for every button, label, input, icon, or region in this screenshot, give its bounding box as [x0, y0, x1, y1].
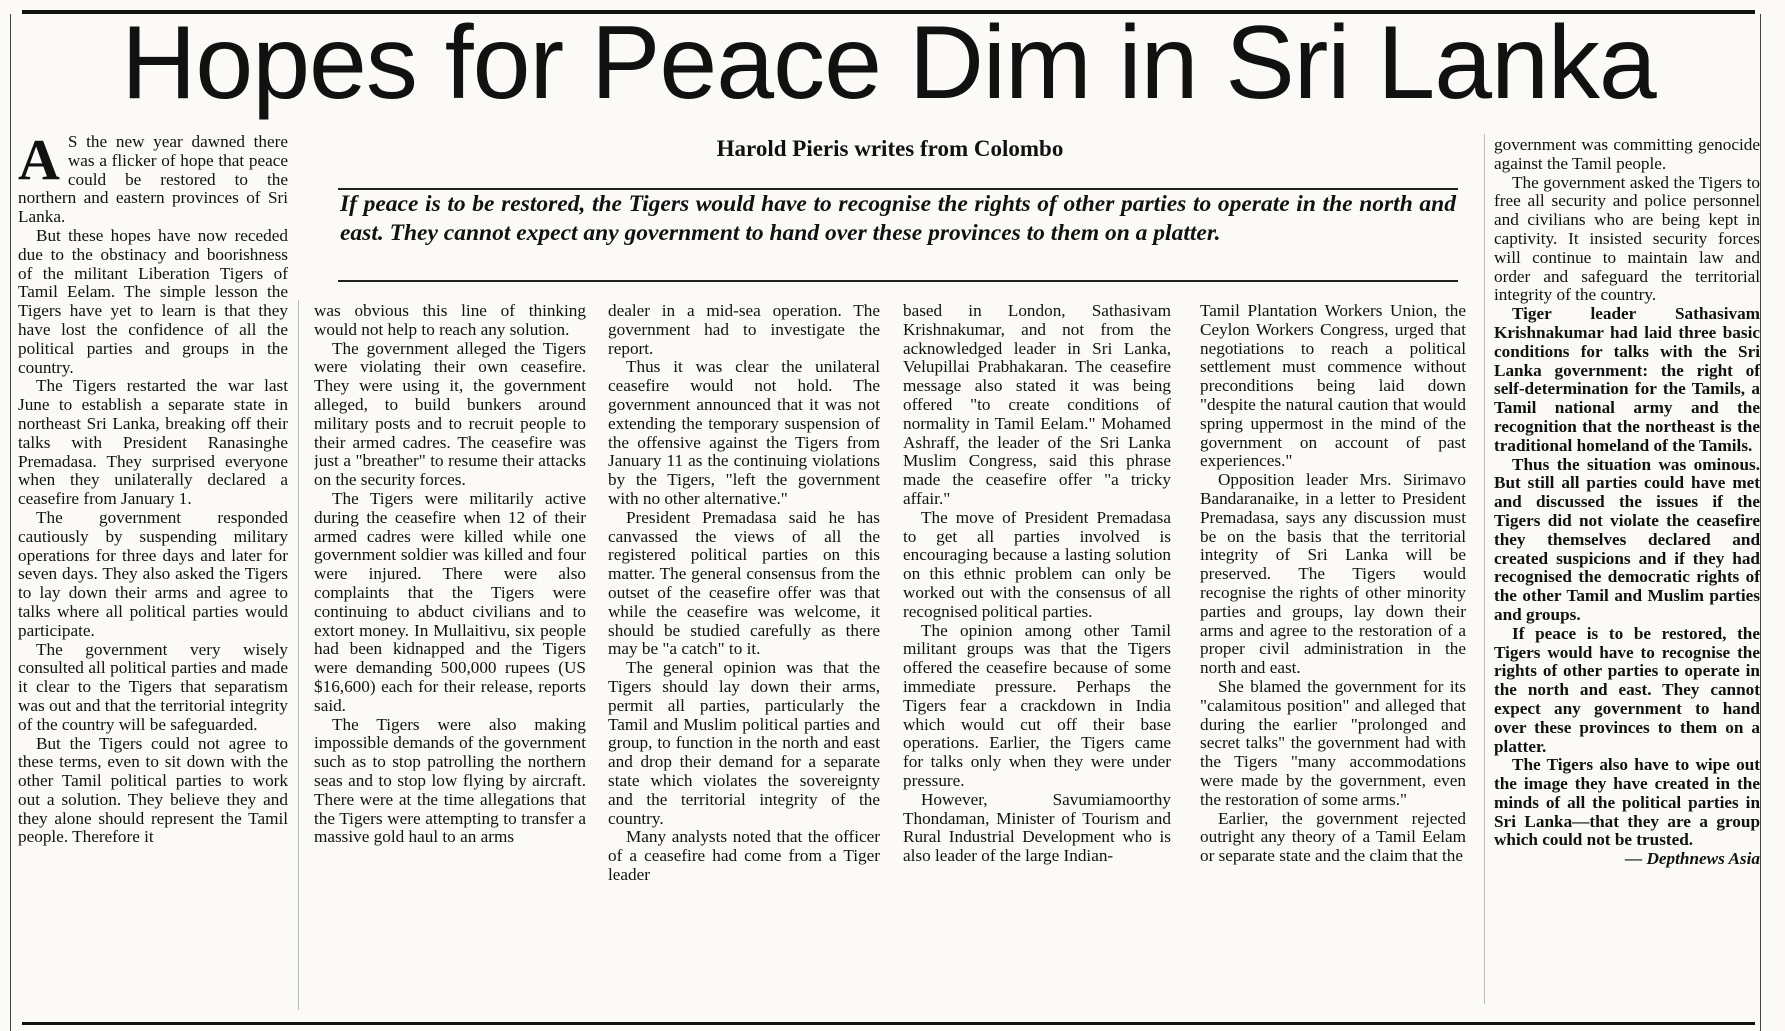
paragraph: dealer in a mid-sea operation. The government had to investigate the report. [608, 302, 880, 358]
bottom-rule [22, 1022, 1755, 1025]
paragraph: Opposition leader Mrs. Sirimavo Bandaranaike, in a letter to President Premadasa, says any discussion must be on the basis that the territorial integrity of Sri Lanka will be preserved. The Tigers would recognise the rights of other minority parties and groups, lay down their arms and agree to the restoration of a proper civil administration in the north and east. [1200, 470, 1466, 678]
column-divider [298, 300, 299, 1010]
paragraph: The government very wisely consulted all political parties and made it clear to the Tigers that separatism was out and that the territorial integrity of the country will be safeguarded. [18, 639, 288, 734]
article-column-5 [1200, 302, 1466, 1004]
article-column-2 [314, 302, 586, 1004]
paragraph: The Tigers also have to wipe out the image they have created in the minds of all the political parties in Sri Lanka—that they are a group which could not be trusted. [1494, 755, 1760, 850]
headline: Hopes for Peace Dim in Sri Lanka [121, 5, 1656, 121]
paragraph: However, Savumiamoorthy Thondaman, Minister of Tourism and Rural Industrial Development who is also leader of the large Indian- [903, 789, 1171, 866]
paragraph: S the new year dawned there was a flicker of hope that peace could be restored to the northern and eastern provinces of Sri Lanka. [18, 133, 288, 227]
paragraph: Many analysts noted that the officer of a ceasefire had come from a Tiger leader [608, 827, 880, 884]
paragraph: The Tigers restarted the war last June to establish a separate state in northeast Sri Lanka, breaking off their talks with President Ranasinghe Premadasa. They surprised everyone when they unilaterally declared a ceasefire from January 1. [18, 376, 288, 509]
paragraph: The Tigers were militarily active during the ceasefire when 12 of their armed cadres were killed while one government soldier was killed and four were injured. There were also complaints that the Tigers were continuing to abduct civilians and to extort money. In Mullaitivu, six people had been kidnapped and the Tigers were demanding 500,000 rupees (US $16,600) each for their release, reports said. [314, 488, 586, 715]
paragraph: If peace is to be restored, the Tigers would have to recognise the rights of other parties to operate in the north and east. They cannot expect any government to hand over these provinces to them on a platter. [1494, 623, 1760, 756]
paragraph: government was committing genocide against the Tamil people. [1494, 136, 1760, 173]
pullquote: If peace is to be restored, the Tigers would have to recognise the rights of other parties to operate in the north and east. They cannot expect any government to hand over these provinces to them on a platter. [340, 191, 1456, 246]
paragraph: President Premadasa said he has canvassed the views of all the registered political parties on this matter. The general consensus from the outset of the ceasefire offer was that while the ceasefire was welcome, it should be studied carefully as there may be "a catch" to it. [608, 507, 880, 659]
source-credit: — Depthnews Asia [1625, 849, 1760, 869]
paragraph: The government asked the Tigers to free all security and police personnel and civilians who are being kept in captivity. It insisted security forces will continue to maintain law and order and safeguard the territorial integrity of the country. [1494, 172, 1760, 305]
paragraph: Tiger leader Sathasivam Krishnakumar had laid three basic conditions for talks with the Sri Lanka government: the right of self-determination for the Tamils, a Tamil national army and the recognition that the northeast is the traditional homeland of the Tamils. [1494, 304, 1760, 455]
paragraph: The government responded cautiously by suspending military operations for three days and later for seven days. They also asked the Tigers to lay down their arms and agree to talks where all political parties would participate. [18, 507, 288, 640]
paragraph: The Tigers were also making impossible demands of the government such as to stop patrolling the northern seas and to stop low flying by aircraft. There were at the time allegations that the Tigers were attempting to transfer a massive gold haul to an arms [314, 714, 586, 847]
pullquote-rule-bottom [338, 280, 1458, 282]
article-column-3 [608, 302, 880, 1004]
article-column-4 [903, 302, 1171, 1004]
byline: Harold Pieris writes from Colombo [716, 136, 1064, 161]
paragraph: But these hopes have now receded due to the obstinacy and boorishness of the militant Liberation Tigers of Tamil Eelam. The simple lesson the Tigers have yet to learn is that they have lost the confidence of all the political parties and groups in the country. [18, 225, 288, 377]
paragraph: The move of President Premadasa to get all parties involved is encouraging because a lasting solution on this ethnic problem can only be worked out with the consensus of all recognised political parties. [903, 507, 1171, 621]
paragraph: The general opinion was that the Tigers should lay down their arms, permit all parties, particularly the Tamil and Muslim political parties and group, to function in the north and east and drop their demand for a separate state which violates the sovereignty and the territorial integrity of the country. [608, 658, 880, 828]
drop-cap: A [18, 133, 60, 192]
paragraph: based in London, Sathasivam Krishnakumar, and not from the acknowledged leader in Sri Lanka, Velupillai Prabhakaran. The ceasefire message also stated it was being offered "to create conditions of normality in Tamil Eelam." Mohamed Ashraff, the leader of the Sri Lanka Muslim Congress, said this phrase made the ceasefire offer "a tricky affair." [903, 302, 1171, 508]
column-divider [1484, 134, 1485, 1004]
paragraph: The government alleged the Tigers were violating their own ceasefire. They were using it, the government alleged, to build bunkers around military posts and to recruit people to their armed cadres. The ceasefire was just a "breather" to resume their attacks on the security forces. [314, 338, 586, 490]
paragraph: Tamil Plantation Workers Union, the Ceylon Workers Congress, urged that negotiations to reach a political settlement must commence without preconditions being laid down "despite the natural caution that would spring uppermost in the mind of the government on account of past experiences." [1200, 302, 1466, 471]
article-column-6 [1494, 136, 1760, 1006]
paragraph: Earlier, the government rejected outright any theory of a Tamil Eelam or separate state and the claim that the [1200, 808, 1466, 866]
article-column-1 [18, 133, 288, 1003]
paragraph: was obvious this line of thinking would not help to reach any solution. [314, 302, 586, 339]
right-border [1760, 14, 1761, 1031]
paragraph: She blamed the government for its "calamitous position" and alleged that during the earlier "prolonged and secret talks" the government had with the Tigers "many accommodations were made by the government, even the restoration of some arms." [1200, 676, 1466, 809]
paragraph: Thus the situation was ominous. But still all parties could have met and discussed the issues if the Tigers did not violate the ceasefire they themselves declared and created suspicions and if they had recognised the democratic rights of the other Tamil and Muslim parties and groups. [1494, 454, 1760, 624]
paragraph: But the Tigers could not agree to these terms, even to sit down with the other Tamil political parties to work out a solution. They believe they and they alone should represent the Tamil people. Therefore it [18, 733, 288, 847]
left-border [10, 14, 11, 1031]
paragraph: The opinion among other Tamil militant groups was that the Tigers offered the ceasefire because of some immediate pressure. Perhaps the Tigers fear a crackdown in India which would cut off their base operations. Earlier, the Tigers came for talks only when they were under pressure. [903, 620, 1171, 790]
paragraph: Thus it was clear the unilateral ceasefire would not hold. The government announced that it was not extending the temporary suspension of the offensive against the Tigers from January 11 as the continuing violations by the Tigers, "left the government with no other alternative." [608, 357, 880, 508]
